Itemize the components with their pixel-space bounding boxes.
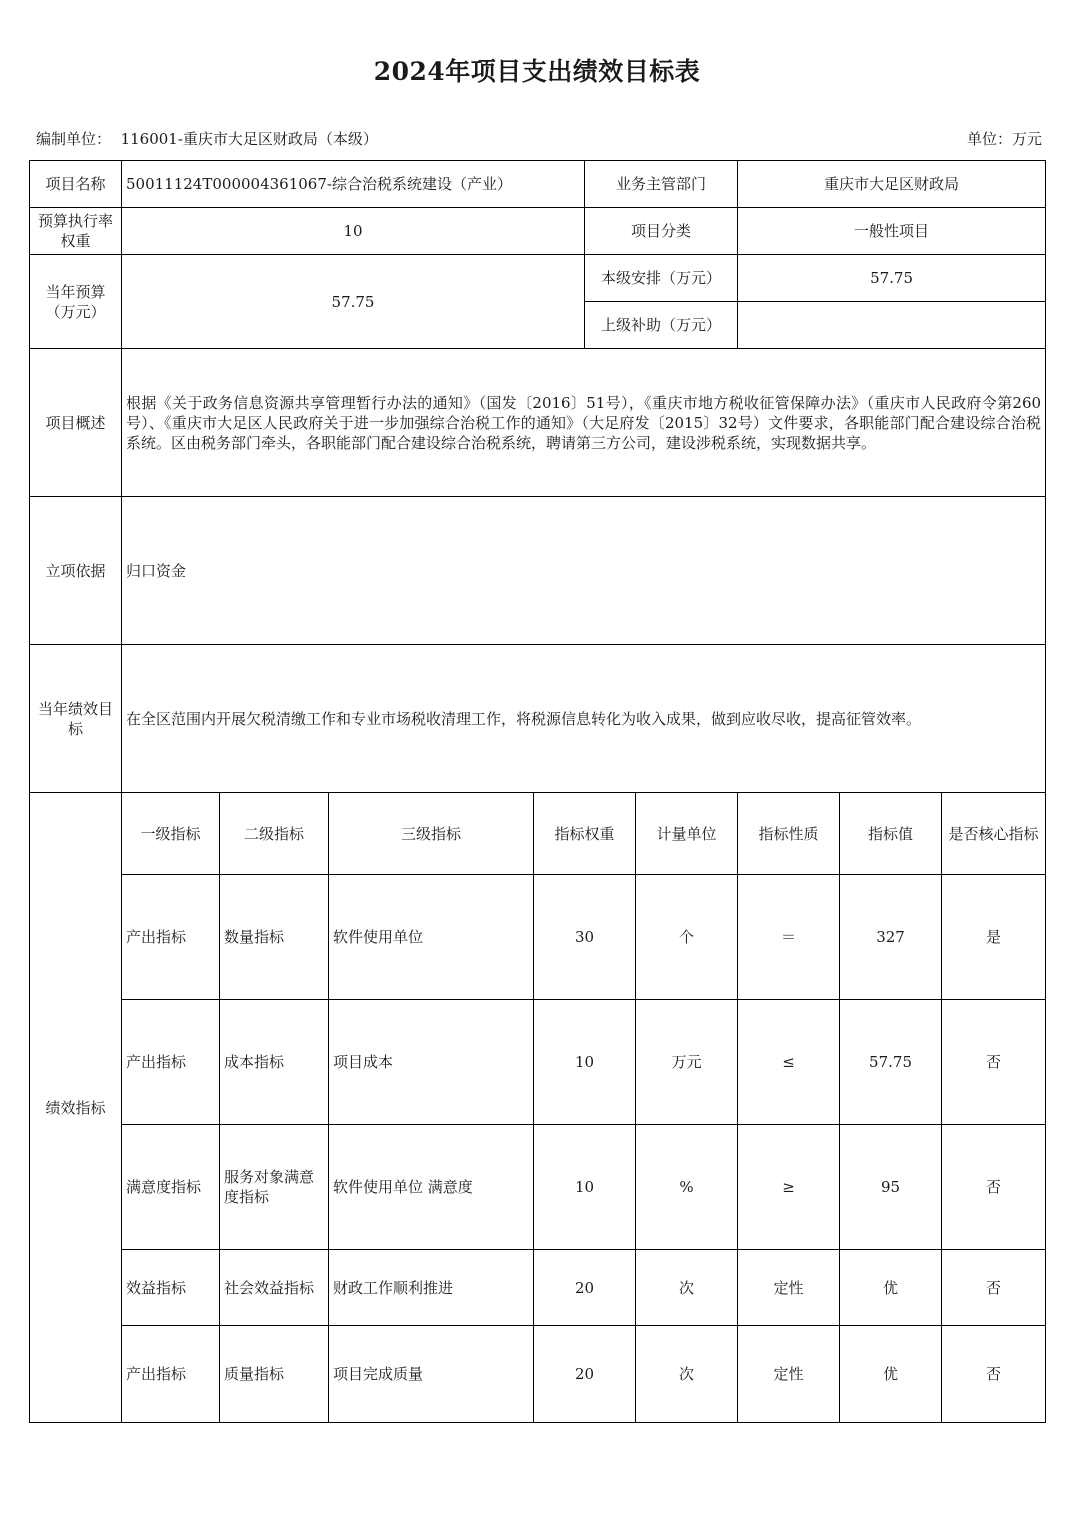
overview-label: 项目概述	[30, 349, 122, 497]
value-cell: 327	[840, 875, 942, 1000]
nature-cell: 定性	[738, 1326, 840, 1423]
table-row	[30, 1125, 1046, 1250]
core-cell: 否	[942, 1250, 1046, 1326]
level2-cell: 服务对象满意度指标	[220, 1125, 329, 1250]
nature-cell: ≤	[738, 1000, 840, 1125]
core-cell: 否	[942, 1000, 1046, 1125]
currency-unit: 单位：万元	[966, 130, 1042, 148]
level1-cell: 效益指标	[122, 1250, 220, 1326]
level2-cell: 成本指标	[220, 1000, 329, 1125]
header-cell: 指标值	[840, 793, 942, 875]
category-label: 项目分类	[585, 208, 738, 255]
compiling-unit	[36, 128, 378, 149]
level3-cell: 软件使用单位	[329, 875, 534, 1000]
level3-cell: 项目成本	[329, 1000, 534, 1125]
indicators-label: 绩效指标	[30, 793, 122, 1423]
local-label: 本级安排（万元）	[585, 255, 738, 302]
header-cell: 指标权重	[534, 793, 636, 875]
local-value: 57.75	[738, 255, 1046, 302]
level2-cell: 数量指标	[220, 875, 329, 1000]
weight-cell: 10	[534, 1000, 636, 1125]
unit-cell: 万元	[636, 1000, 738, 1125]
value-cell: 优	[840, 1250, 942, 1326]
level1-cell: 产出指标	[122, 1326, 220, 1423]
budget-label: 当年预算（万元）	[30, 255, 122, 349]
unit-cell: 次	[636, 1250, 738, 1326]
header-cell: 二级指标	[220, 793, 329, 875]
header-cell: 计量单位	[636, 793, 738, 875]
table-row	[30, 1000, 1046, 1125]
performance-table	[29, 160, 1046, 1423]
core-cell: 否	[942, 1125, 1046, 1250]
level3-cell: 软件使用单位 满意度	[329, 1125, 534, 1250]
weight-value: 10	[122, 208, 585, 255]
level1-cell: 产出指标	[122, 875, 220, 1000]
nature-cell: ≥	[738, 1125, 840, 1250]
level3-cell: 项目完成质量	[329, 1326, 534, 1423]
nature-cell: 定性	[738, 1250, 840, 1326]
table-row	[30, 1326, 1046, 1423]
basis-label: 立项依据	[30, 497, 122, 645]
dept-value: 重庆市大足区财政局	[738, 161, 1046, 208]
project-name-value: 50011124T000004361067-综合治税系统建设（产业）	[122, 161, 585, 208]
weight-cell: 20	[534, 1250, 636, 1326]
level1-cell: 产出指标	[122, 1000, 220, 1125]
basis-value: 归口资金	[122, 497, 1046, 645]
table-row	[30, 875, 1046, 1000]
compiling-unit-label: 编制单位：	[36, 130, 112, 148]
level2-cell: 质量指标	[220, 1326, 329, 1423]
header-cell: 指标性质	[738, 793, 840, 875]
upper-label: 上级补助（万元）	[585, 302, 738, 349]
weight-cell: 10	[534, 1125, 636, 1250]
level2-cell: 社会效益指标	[220, 1250, 329, 1326]
goal-label: 当年绩效目标	[30, 645, 122, 793]
value-cell: 优	[840, 1326, 942, 1423]
unit-cell: 个	[636, 875, 738, 1000]
goal-value: 在全区范围内开展欠税清缴工作和专业市场税收清理工作，将税源信息转化为收入成果，做到应收尽收，提高征管效率。	[122, 645, 1046, 793]
header-cell: 三级指标	[329, 793, 534, 875]
weight-label: 预算执行率权重	[30, 208, 122, 255]
page-title: 2024年项目支出绩效目标表	[373, 57, 701, 86]
weight-cell: 30	[534, 875, 636, 1000]
project-name-label: 项目名称	[30, 161, 122, 208]
table-row	[30, 1250, 1046, 1326]
unit-cell: 次	[636, 1326, 738, 1423]
upper-value	[738, 302, 1046, 349]
core-cell: 否	[942, 1326, 1046, 1423]
value-cell: 95	[840, 1125, 942, 1250]
header-cell: 一级指标	[122, 793, 220, 875]
compiling-unit-value: 116001-重庆市大足区财政局（本级）	[120, 130, 378, 148]
budget-value: 57.75	[122, 255, 585, 349]
header-cell: 是否核心指标	[942, 793, 1046, 875]
nature-cell: ＝	[738, 875, 840, 1000]
core-cell: 是	[942, 875, 1046, 1000]
value-cell: 57.75	[840, 1000, 942, 1125]
category-value: 一般性项目	[738, 208, 1046, 255]
overview-value: 根据《关于政务信息资源共享管理暂行办法的通知》（国发〔2016〕51号），《重庆市地方税收征管保障办法》（重庆市人民政府令第260号）、《重庆市大足区人民政府关于进一步加强综合治税工作的通知》（大足府发〔2015〕32号）文件要求，各职能部门配合建设综合治税系统。区由税务部门牵头，各职能部门配合建设综合治税系统，聘请第三方公司，建设涉税系统，实现数据共享。	[122, 349, 1046, 497]
dept-label: 业务主管部门	[585, 161, 738, 208]
level1-cell: 满意度指标	[122, 1125, 220, 1250]
weight-cell: 20	[534, 1326, 636, 1423]
level3-cell: 财政工作顺利推进	[329, 1250, 534, 1326]
unit-cell: %	[636, 1125, 738, 1250]
